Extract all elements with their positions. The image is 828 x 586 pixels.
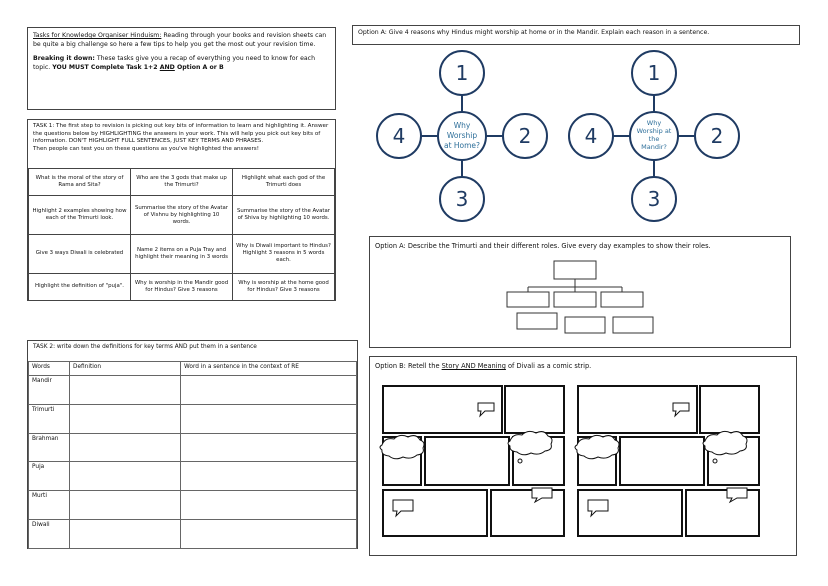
sentence-cell[interactable] — [181, 376, 357, 405]
must-text: YOU MUST Complete Task 1+2 — [52, 63, 160, 71]
center-line: Why — [453, 121, 471, 130]
task1-instructions: The first step to revision is picking out key bits of information to learn and highlighting it. Answer the questions below by HIGHLIGHTING the answers in your work. This will help you pick out key bits of information. DON'T HIGHLIGHT FULL SENTENCES, JUST KEY TERMS AND PHRASES. — [33, 123, 329, 145]
center-line: Worship at — [636, 127, 672, 135]
task2-title: TASK 2: write down the definitions for key terms AND put them in a sentence — [33, 344, 257, 350]
grid-cell: Why is Diwali important to Hindus? Highlight 3 reasons in 5 words each. — [233, 234, 335, 273]
option-text: Option A or B — [174, 63, 224, 71]
org-box[interactable] — [565, 317, 605, 333]
comic-panel[interactable] — [700, 386, 759, 433]
word-cell: Brahman — [29, 433, 70, 462]
mind-map-home — [372, 48, 552, 230]
comic-panel[interactable] — [425, 437, 509, 485]
column-header: Word in a sentence in the context of RE — [181, 362, 357, 376]
grid-cell: Give 3 ways Diwali is celebrated — [29, 234, 131, 273]
word-cell: Trimurti — [29, 404, 70, 433]
word-cell: Diwali — [29, 520, 70, 549]
thought-dot — [518, 459, 522, 463]
sentence-cell[interactable] — [181, 520, 357, 549]
intro-body: Reading through your books and revision sheets can be quite a big challenge so here a few tips to help you get the most out your revision time. — [33, 32, 327, 48]
number-1: 1 — [647, 61, 661, 85]
task1-panel — [27, 119, 336, 301]
table-row — [29, 491, 357, 520]
definition-cell[interactable] — [70, 462, 181, 491]
word-cell: Puja — [29, 462, 70, 491]
number-4: 4 — [392, 124, 406, 148]
grid-cell: Highlight 2 examples showing how each of the Trimurti look. — [29, 196, 131, 235]
definition-cell[interactable] — [70, 520, 181, 549]
table-row — [29, 462, 357, 491]
org-box[interactable] — [613, 317, 653, 333]
breaking-text: These tasks give you a recap of everything you need to know for each topic. — [33, 54, 315, 71]
option-a-header-text: Option A: Give 4 reasons why Hindus might worship at home or in the Mandir. Explain each reason in a sentence. — [358, 29, 710, 36]
table-row — [29, 404, 357, 433]
column-header: Words — [29, 362, 70, 376]
thought-dot — [713, 459, 717, 463]
thought-bubble — [703, 431, 747, 454]
table-row — [29, 433, 357, 462]
thought-bubble — [575, 435, 619, 458]
intro-heading: Tasks for Knowledge Organiser Hinduism: — [33, 32, 162, 39]
breaking-label: Breaking it down: — [33, 54, 95, 62]
sentence-cell[interactable] — [181, 404, 357, 433]
grid-cell: What is the moral of the story of Rama and Sita? — [29, 169, 131, 196]
grid-cell: Summarise the story of the Avatar of Shiva by highlighting 10 words. — [233, 196, 335, 235]
center-line: Why — [646, 119, 662, 127]
word-cell: Murti — [29, 491, 70, 520]
task1-instructions2: Then people can test you on these questions as you've highlighted the answers! — [33, 145, 259, 152]
trimurti-panel — [369, 236, 791, 348]
center-line: Mandir? — [641, 143, 667, 151]
center-line: the — [648, 135, 660, 143]
comic-panel[interactable] — [491, 490, 564, 536]
word-cell: Mandir — [29, 376, 70, 405]
divali-panel — [369, 356, 797, 556]
comic-panel[interactable] — [505, 386, 564, 433]
sentence-cell[interactable] — [181, 462, 357, 491]
comic-panel[interactable] — [620, 437, 704, 485]
and-text: AND — [159, 63, 175, 71]
number-4: 4 — [584, 124, 598, 148]
number-2: 2 — [710, 124, 724, 148]
number-3: 3 — [647, 187, 661, 211]
grid-cell: Highlight the definition of "puja". — [29, 273, 131, 300]
org-box[interactable] — [507, 292, 549, 307]
option-a-header — [352, 25, 800, 45]
grid-cell: Name 2 items on a Puja Tray and highlight their meaning in 3 words — [131, 234, 233, 273]
org-chart — [370, 237, 790, 347]
definition-cell[interactable] — [70, 376, 181, 405]
task2-panel — [27, 340, 358, 549]
org-box[interactable] — [554, 292, 596, 307]
grid-cell: Why is worship in the Mandir good for Hindus? Give 3 reasons — [131, 273, 233, 300]
table-row — [29, 520, 357, 549]
divali-suffix: of Divali as a comic strip. — [505, 362, 592, 370]
intro-panel — [27, 27, 336, 110]
divali-story: Story AND Meaning — [441, 362, 506, 370]
task1-label: TASK 1: — [33, 123, 55, 129]
column-header: Definition — [70, 362, 181, 376]
sentence-cell[interactable] — [181, 433, 357, 462]
grid-cell: Who are the 3 gods that make up the Trimurti? — [131, 169, 233, 196]
org-box-top[interactable] — [554, 261, 596, 279]
comic-panel[interactable] — [686, 490, 759, 536]
mind-map-mandir — [564, 48, 744, 230]
definitions-table — [28, 361, 357, 549]
trimurti-title: Option A: Describe the Trimurti and their different roles. Give every day examples to show their roles. — [375, 242, 711, 250]
number-3: 3 — [455, 187, 469, 211]
sentence-cell[interactable] — [181, 491, 357, 520]
center-line: Worship — [446, 131, 478, 140]
table-row — [29, 376, 357, 405]
number-1: 1 — [455, 61, 469, 85]
definition-cell[interactable] — [70, 491, 181, 520]
center-line: at Home? — [443, 141, 481, 150]
grid-cell: Summarise the story of the Avatar of Vishnu by highlighting 10 words. — [131, 196, 233, 235]
number-2: 2 — [518, 124, 532, 148]
org-box[interactable] — [601, 292, 643, 307]
thought-bubble — [508, 431, 552, 454]
org-box[interactable] — [517, 313, 557, 329]
grid-cell: Highlight what each god of the Trimurti does — [233, 169, 335, 196]
divali-prefix: Option B: Retell the — [375, 362, 442, 370]
thought-bubble — [380, 435, 424, 458]
task1-question-grid — [28, 168, 335, 301]
definition-cell[interactable] — [70, 433, 181, 462]
comic-strips — [370, 357, 796, 555]
definition-cell[interactable] — [70, 404, 181, 433]
grid-cell: Why is worship at the home good for Hindus? Give 3 reasons — [233, 273, 335, 300]
